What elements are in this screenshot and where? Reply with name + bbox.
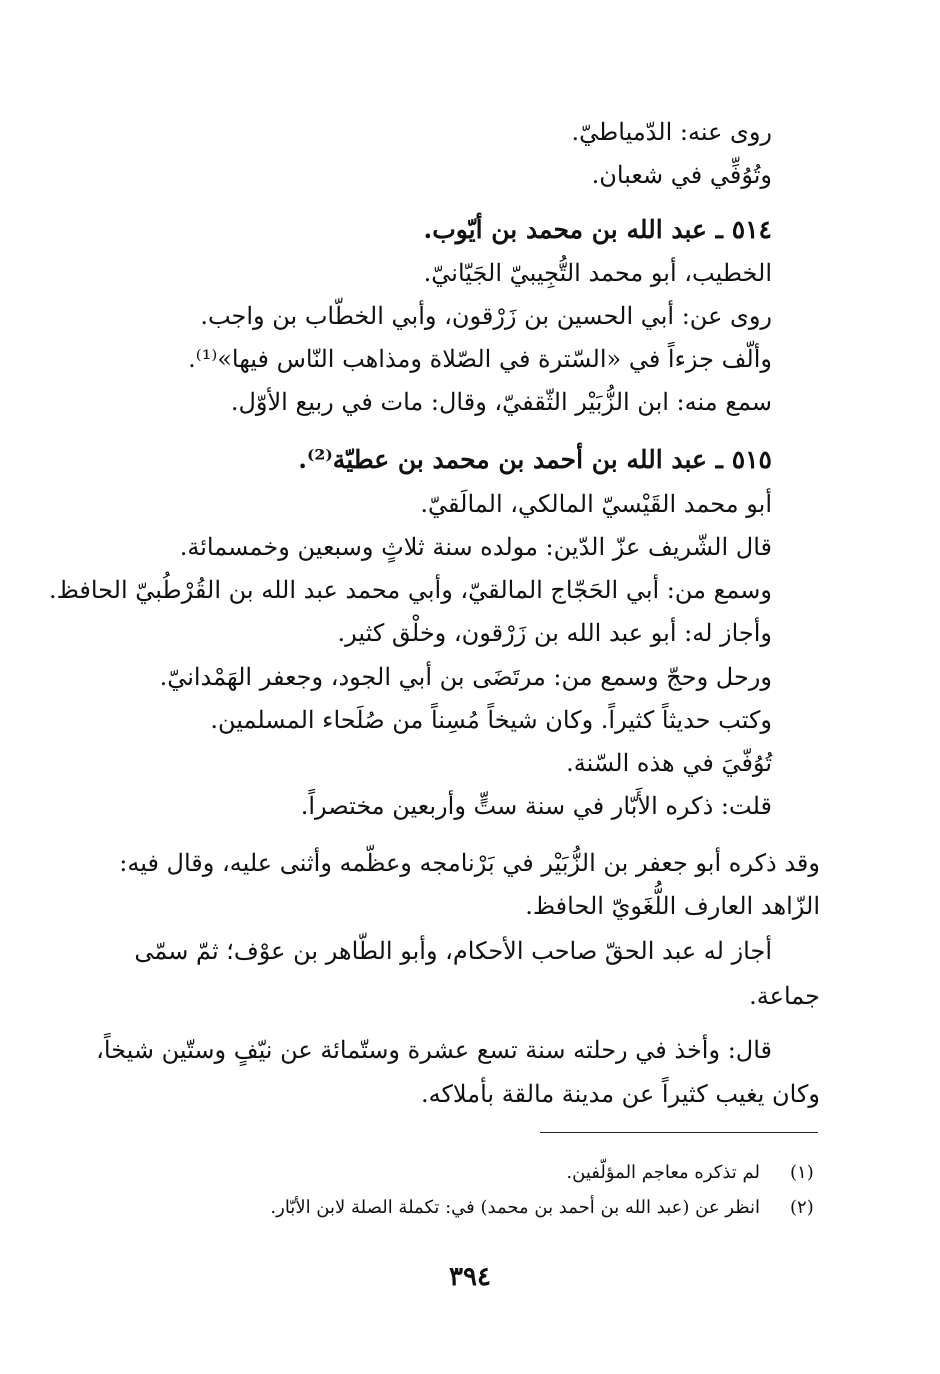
text-line: وقد ذكره أبو جعفر بن الزُّبَيْر في بَرْنامجه وعظّمه وأثنى عليه، وقال فيه: — [119, 849, 820, 877]
text-line: وسمع من: أبي الحَجّاج المالقيّ، وأبي محمد عبد الله بن القُرْطُبيّ الحافظ. — [48, 576, 772, 604]
text-line: وتُوُفِّي في شعبان. — [591, 161, 772, 189]
footnote-separator — [540, 1132, 818, 1133]
text-line: وأجاز له: أبو عبد الله بن زَرْقون، وخلْق كثير. — [337, 619, 772, 647]
text-line: ورحل وحجّ وسمع من: مرتَضَى بن أبي الجود، وجعفر الهَمْدانيّ. — [159, 663, 772, 691]
entry-heading-514: ٥١٤ ـ عبد الله بن محمد بن أيّوب. — [423, 215, 772, 244]
text-line: روى عنه: الدّمياطيّ. — [571, 118, 772, 146]
text-line: أجاز له عبد الحقّ صاحب الأحكام، وأبو الطّاهر بن عوْف؛ ثمّ سمّى — [134, 937, 772, 965]
text-line: وكان يغيب كثيراً عن مدينة مالقة بأملاكه. — [420, 1080, 820, 1108]
text-line: وألّف جزءاً في «السّترة في الصّلاة ومذاهب النّاس فيها»⁽¹⁾. — [188, 345, 772, 373]
text-line: روى عن: أبي الحسين بن زَرْقون، وأبي الخطّاب بن واجب. — [200, 302, 772, 330]
text-line: تُوُفّيَ في هذه السّنة. — [566, 749, 772, 777]
text-line: الزّاهد العارف اللُّغَويّ الحافظ. — [525, 892, 820, 920]
text-line: قال الشّريف عزّ الدّين: مولده سنة ثلاثٍ وسبعين وخمسمائة. — [179, 533, 772, 561]
entry-heading-515: ٥١٥ ـ عبد الله بن أحمد بن محمد بن عطيّة⁽²⁾. — [298, 445, 772, 474]
footnote-number: (١) — [790, 1162, 814, 1183]
text-line: جماعة. — [749, 982, 820, 1010]
page-number: ٣٩٤ — [449, 1262, 491, 1292]
footnote-text: لم تذكره معاجم المؤلّفين. — [566, 1162, 760, 1183]
footnote-number: (٢) — [790, 1197, 814, 1218]
text-line: قلت: ذكره الأَبّار في سنة ستٍّ وأربعين مختصراً. — [300, 792, 772, 820]
text-line: الخطيب، أبو محمد التُّجِيبيّ الجَيّانيّ. — [423, 259, 772, 287]
text-line: وكتب حديثاً كثيراً. وكان شيخاً مُسِناً من صُلَحاء المسلمين. — [210, 706, 772, 734]
text-line: أبو محمد القَيْسيّ المالكي، المالَقيّ. — [420, 490, 772, 518]
text-line: قال: وأخذ في رحلته سنة تسع عشرة وستّمائة عن نيّفٍ وستّين شيخاً، — [96, 1036, 772, 1064]
footnote-text: انظر عن (عبد الله بن أحمد بن محمد) في: تكملة الصلة لابن الأبّار. — [270, 1197, 760, 1218]
text-line: سمع منه: ابن الزُّبَيْر الثّقفيّ، وقال: مات في ربيع الأوّل. — [230, 388, 772, 416]
